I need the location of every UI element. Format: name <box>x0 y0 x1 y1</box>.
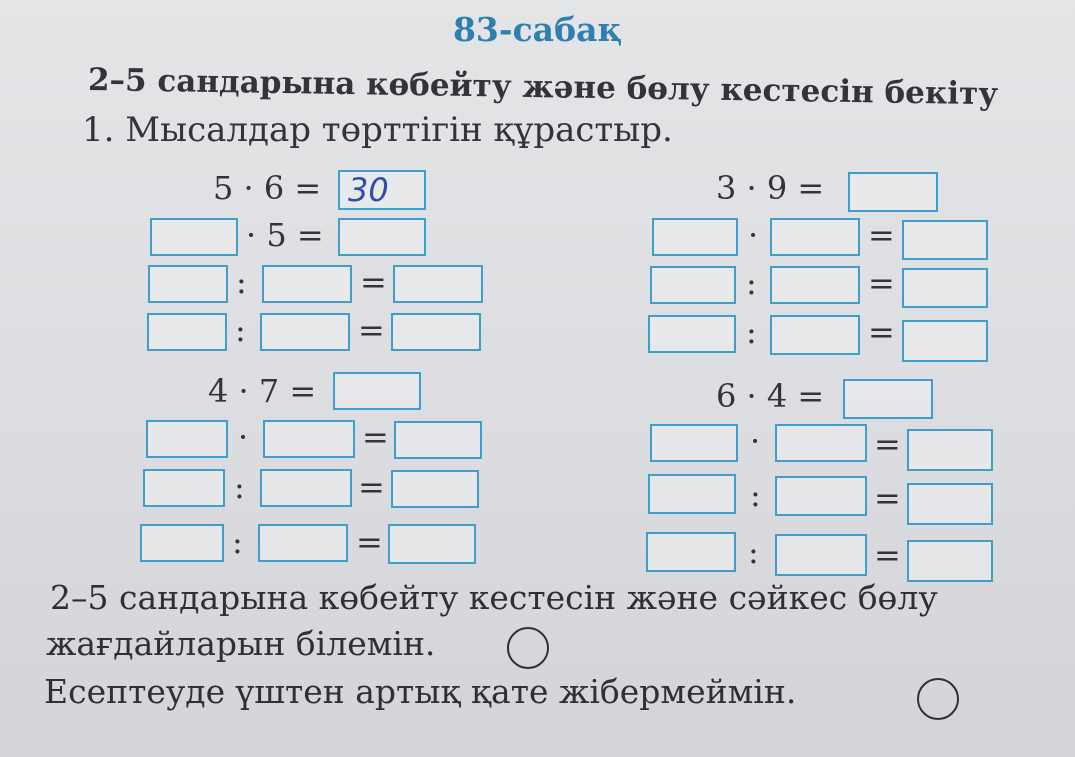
equals-sign: = <box>360 263 387 301</box>
blank-box[interactable] <box>775 476 867 516</box>
blank-box[interactable] <box>648 315 736 353</box>
blank-box[interactable] <box>652 218 738 256</box>
blank-box[interactable] <box>902 220 988 260</box>
self-check-circle-2[interactable] <box>917 678 959 720</box>
answer-box[interactable] <box>843 379 933 419</box>
div-sign: : <box>236 263 247 301</box>
equation-label: 5 · 6 = <box>213 169 322 207</box>
div-sign: : <box>234 468 245 506</box>
div-sign: : <box>235 311 246 349</box>
div-sign: : <box>746 313 757 351</box>
div-sign: : <box>750 476 761 514</box>
equals-sign: = <box>358 468 385 506</box>
self-check-line-3: Есептеуде үштен артық қате жібермеймін. <box>44 672 797 711</box>
equals-sign: = <box>356 523 383 561</box>
lesson-number: 83-сабақ <box>452 10 623 49</box>
answer-box[interactable] <box>848 172 938 212</box>
blank-box[interactable] <box>338 218 426 256</box>
equation-label: 3 · 9 = <box>716 169 825 207</box>
blank-box[interactable] <box>140 524 224 562</box>
blank-box[interactable] <box>260 469 352 507</box>
self-check-line-1: 2–5 сандарына көбейту кестесін және сәйкес бөлу <box>50 578 938 617</box>
task-instruction: 1. Мысалдар төрттігін құрастыр. <box>82 110 673 150</box>
mul-sign: · <box>748 216 759 254</box>
blank-box[interactable] <box>393 265 483 303</box>
blank-box[interactable] <box>391 470 479 508</box>
equals-sign: = <box>868 216 895 254</box>
equals-sign: = <box>362 418 389 456</box>
blank-box[interactable] <box>388 524 476 564</box>
blank-box[interactable] <box>650 266 736 304</box>
blank-box[interactable] <box>907 429 993 471</box>
div-sign: : <box>746 264 757 302</box>
blank-box[interactable] <box>770 315 860 355</box>
div-sign: : <box>232 523 243 561</box>
blank-box[interactable] <box>775 534 867 576</box>
blank-box[interactable] <box>394 421 482 459</box>
blank-box[interactable] <box>143 469 225 507</box>
blank-box[interactable] <box>263 420 355 458</box>
blank-box[interactable] <box>907 483 993 525</box>
blank-box[interactable] <box>902 320 988 362</box>
mul-sign: · <box>238 418 249 456</box>
blank-box[interactable] <box>775 424 867 462</box>
blank-box[interactable] <box>146 420 228 458</box>
mul5-equals: · 5 = <box>246 216 324 254</box>
blank-box[interactable] <box>147 313 227 351</box>
equals-sign: = <box>868 264 895 302</box>
equation-label: 4 · 7 = <box>208 372 317 410</box>
self-check-circle-1[interactable] <box>507 627 549 669</box>
blank-box[interactable] <box>262 265 352 303</box>
blank-box[interactable] <box>902 268 988 308</box>
blank-box[interactable] <box>650 424 738 462</box>
blank-box[interactable] <box>907 540 993 582</box>
blank-box[interactable] <box>148 265 228 303</box>
equals-sign: = <box>874 536 901 574</box>
blank-box[interactable] <box>770 266 860 304</box>
mul-sign: · <box>750 422 761 460</box>
equation-label: 6 · 4 = <box>716 377 825 415</box>
blank-box[interactable] <box>770 218 860 256</box>
equals-sign: = <box>874 425 901 463</box>
answer-box[interactable] <box>333 372 421 410</box>
equals-sign: = <box>358 311 385 349</box>
equals-sign: = <box>868 313 895 351</box>
handwritten-answer: 30 <box>348 171 389 209</box>
blank-box[interactable] <box>391 313 481 351</box>
lesson-title: 2–5 сандарына көбейту және бөлу кестесін бекіту <box>87 62 999 113</box>
blank-box[interactable] <box>258 524 348 562</box>
equals-sign: = <box>874 479 901 517</box>
div-sign: : <box>748 533 759 571</box>
self-check-line-2: жағдайларын білемін. <box>46 624 436 663</box>
blank-box[interactable] <box>646 532 736 572</box>
blank-box[interactable] <box>150 218 238 256</box>
blank-box[interactable] <box>648 474 736 514</box>
blank-box[interactable] <box>260 313 350 351</box>
